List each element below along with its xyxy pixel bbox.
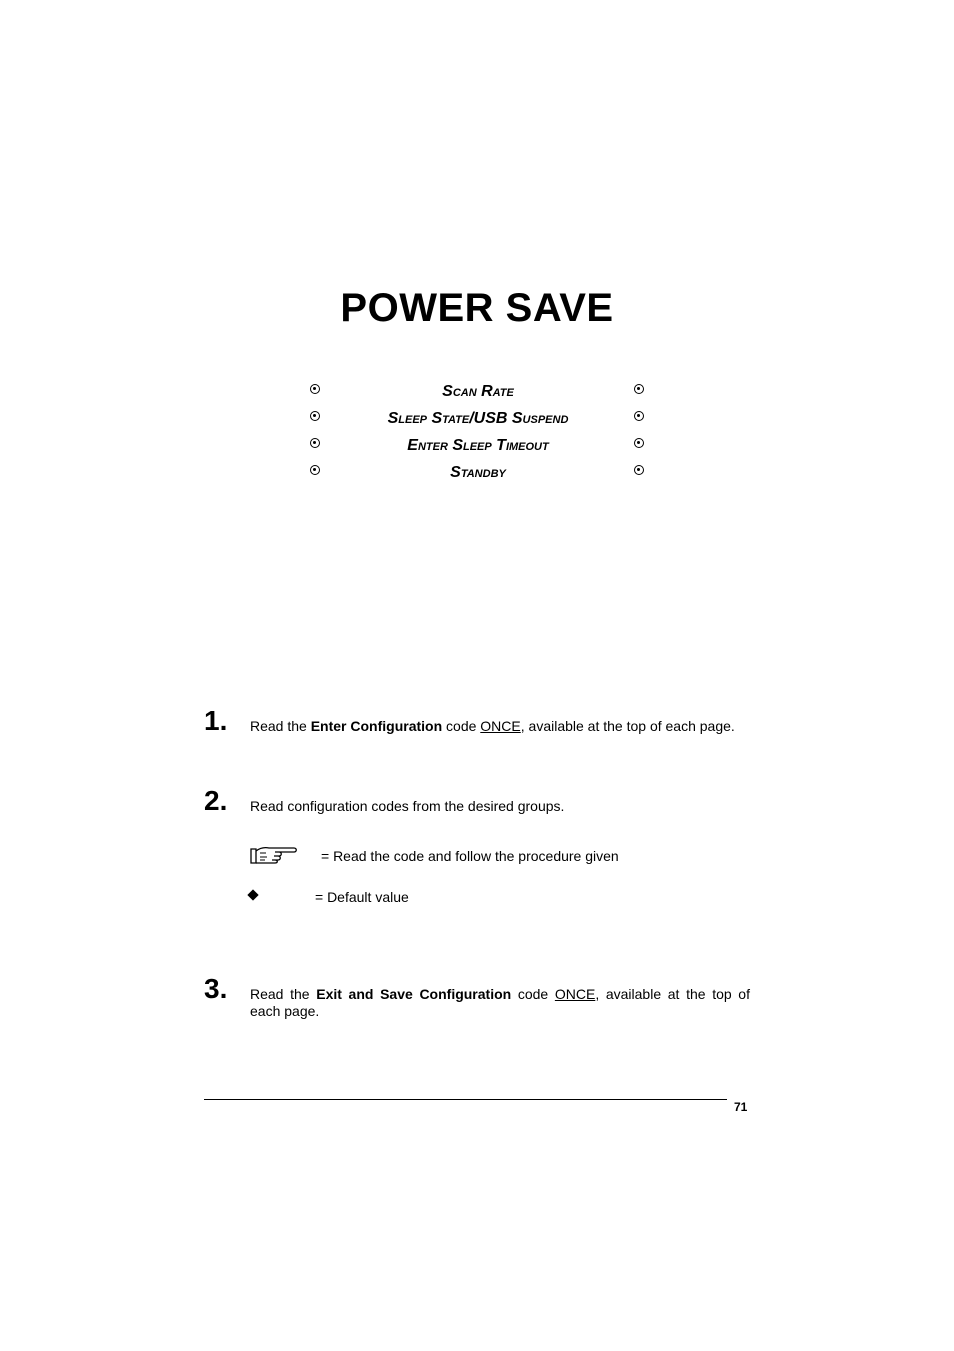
step-emphasis: Enter Configuration	[310, 718, 443, 734]
toc-item[interactable]	[300, 434, 656, 461]
step-emphasis: Exit and Save Configuration	[316, 986, 512, 1002]
step-text: Read the	[250, 986, 317, 1002]
page-number: 71	[734, 1100, 748, 1114]
step-text: , available at the top of each page.	[520, 718, 735, 734]
bullet-circle-icon	[634, 384, 644, 394]
step-text: Read the	[250, 718, 311, 734]
diamond-icon	[247, 889, 258, 900]
legend-procedure-text: = Read the code and follow the procedure given	[321, 848, 619, 864]
legend-default-text: = Default value	[315, 889, 409, 905]
toc-item-label[interactable]: Enter Sleep Timeout	[407, 437, 549, 454]
bullet-circle-icon	[310, 465, 320, 475]
bullet-circle-icon	[310, 438, 320, 448]
step-instruction	[250, 986, 750, 1020]
bullet-circle-icon	[634, 438, 644, 448]
step-underline: ONCE	[480, 718, 521, 734]
footer-divider	[204, 1099, 727, 1100]
toc-item-label[interactable]: Standby	[450, 464, 506, 481]
toc-item[interactable]	[300, 461, 656, 488]
step-number: 2.	[204, 785, 228, 816]
step-underline: ONCE	[554, 986, 596, 1002]
bullet-circle-icon	[310, 411, 320, 421]
step-instruction	[250, 718, 750, 735]
step-number: 3.	[204, 973, 228, 1004]
toc-item[interactable]	[300, 407, 656, 434]
bullet-circle-icon	[634, 465, 644, 475]
toc-item[interactable]	[300, 380, 656, 407]
bullet-circle-icon	[634, 411, 644, 421]
toc-item-label[interactable]: Sleep State/USB Suspend	[387, 410, 569, 427]
bullet-circle-icon	[310, 384, 320, 394]
step-text: code	[442, 718, 481, 734]
page-title: POWER SAVE	[340, 286, 614, 330]
step-instruction: Read configuration codes from the desired groups.	[250, 798, 565, 814]
pointing-hand-icon	[248, 844, 298, 866]
toc-item-label[interactable]: Scan Rate	[442, 383, 514, 400]
section-contents-list	[300, 380, 656, 488]
step-text: code	[511, 986, 555, 1002]
step-number: 1.	[204, 705, 228, 736]
step-text: , available at the top of each page.	[250, 986, 750, 1019]
